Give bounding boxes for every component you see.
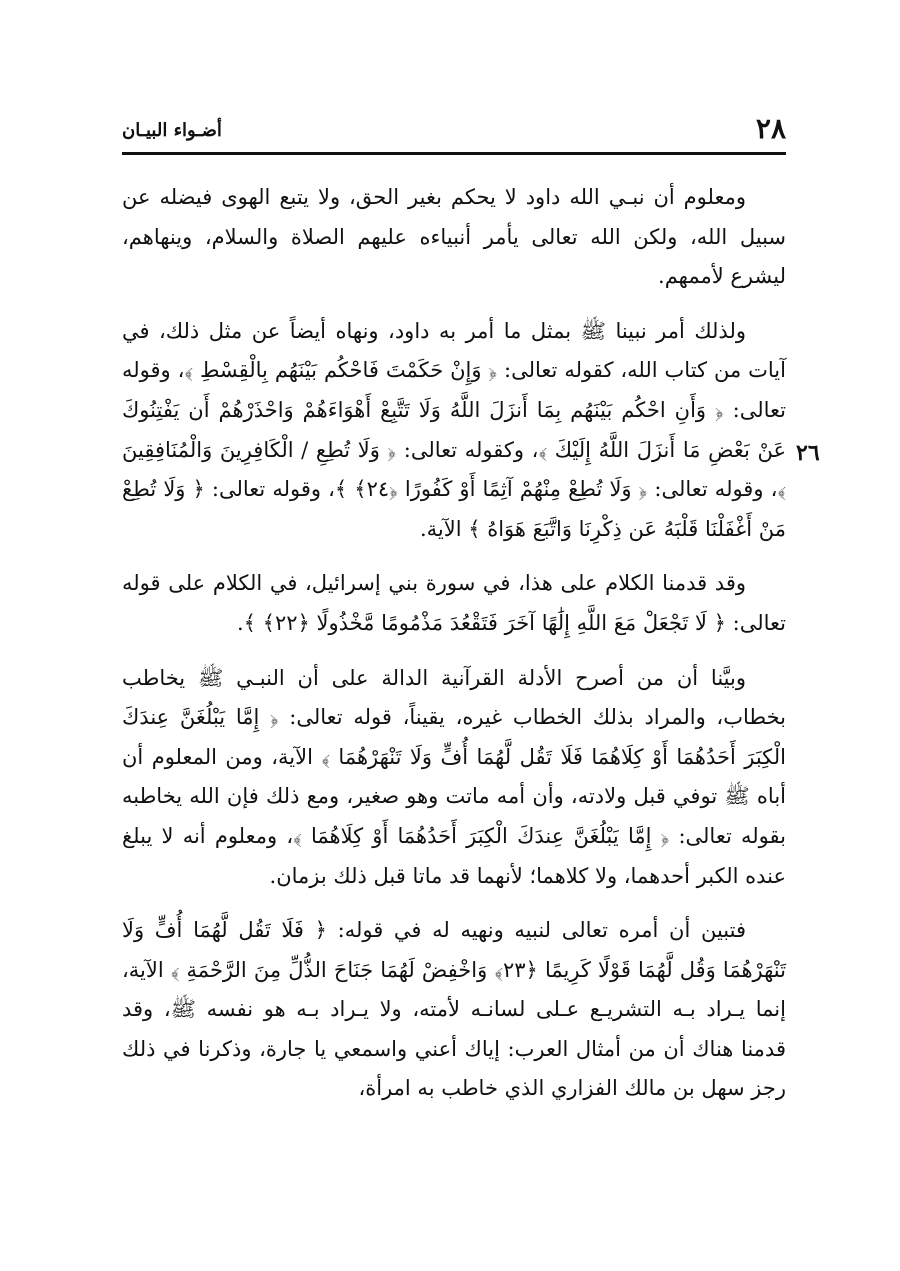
page-number: ٢٨ [755, 112, 786, 145]
book-title: أضـواء البيـان [122, 120, 222, 141]
paragraph-2: ولذلك أمر نبينا ﷺ بمثل ما أمر به داود، ونهاه أيضاً عن مثل ذلك، في آيات من كتاب الله، كقوله تعالى: ﴿ وَإِنْ حَكَمْتَ فَاحْكُم بَيْنَهُم بِالْقِسْطِ ﴾، وقوله تعالى: ﴿ وَأَنِ احْكُم بَيْنَهُم بِمَا أَنزَلَ اللَّهُ وَلَا تَتَّبِعْ أَهْوَاءَهُمْ وَاحْذَرْهُمْ أَن يَفْتِنُوكَ عَنْ بَعْضِ مَا أَنزَلَ اللَّهُ إِلَيْكَ ﴾، وكقوله تعالى: ﴿ وَلَا تُطِعِ / الْكَافِرِينَ وَالْمُنَافِقِينَ ﴾، وقوله تعالى: ﴿ وَلَا تُطِعْ مِنْهُمْ آثِمًا أَوْ كَفُورًا ﴿٢٤﴾ ﴾، وقوله تعالى: ﴿ وَلَا تُطِعْ مَنْ أَغْفَلْنَا قَلْبَهُ عَن ذِكْرِنَا وَاتَّبَعَ هَوَاهُ ﴾ الآية. [122, 318, 786, 541]
paragraph-3: وقد قدمنا الكلام على هذا، في سورة بني إسرائيل، في الكلام على قوله تعالى: ﴿ لَا تَجْعَلْ مَعَ اللَّهِ إِلَٰهًا آخَرَ فَتَقْعُدَ مَذْمُومًا مَّخْذُولًا ﴿٢٢﴾ ﴾. [122, 571, 786, 635]
paragraph-5: فتبين أن أمره تعالى لنبيه ونهيه له في قوله: ﴿ فَلَا تَقُل لَّهُمَا أُفٍّ وَلَا تَنْهَرْهُمَا وَقُل لَّهُمَا قَوْلًا كَرِيمًا ﴿٢٣﴾ وَاخْفِضْ لَهُمَا جَنَاحَ الذُّلِّ مِنَ الرَّحْمَةِ ﴾ الآية، إنما يـراد بـه التشريـع عـلى لسانـه لأمته، ولا يـراد بـه هو نفسه ﷺ، وقد قدمنا هناك أن من أمثال العرب: إياك أعني واسمعي يا جارة، وذكرنا في ذلك رجز سهل بن مالك الفزاري الذي خاطب به امرأة، [122, 918, 786, 1101]
paragraph-4: وبيَّنا أن من أصرح الأدلة القرآنية الدالة على أن النبـي ﷺ يخاطب بخطاب، والمراد بذلك الخطاب غيره، يقيناً، قوله تعالى: ﴿ إِمَّا يَبْلُغَنَّ عِندَكَ الْكِبَرَ أَحَدُهُمَا أَوْ كِلَاهُمَا فَلَا تَقُل لَّهُمَا أُفٍّ وَلَا تَنْهَرْهُمَا ﴾ الآية، ومن المعلوم أن أباه ﷺ توفي قبل ولادته، وأن أمه ماتت وهو صغير، ومع ذلك فإن الله يخاطبه بقوله تعالى: ﴿ إِمَّا يَبْلُغَنَّ عِندَكَ الْكِبَرَ أَحَدُهُمَا أَوْ كِلَاهُمَا ﴾، ومعلوم أنه لا يبلغ عنده الكبر أحدهما، ولا كلاهما؛ لأنهما قد ماتا قبل ذلك بزمان. [122, 665, 786, 888]
body-text [122, 178, 786, 1124]
page-header [122, 108, 786, 155]
paragraph-1: ومعلوم أن نبـي الله داود لا يحكم بغير الحق، ولا يتبع الهوى فيضله عن سبيل الله، ولكن الله تعالى يأمر أنبياءه عليهم الصلاة والسلام، وينهاهم، ليشرع لأممهم. [122, 185, 786, 289]
margin-page-reference: ٢٦ [796, 440, 820, 466]
